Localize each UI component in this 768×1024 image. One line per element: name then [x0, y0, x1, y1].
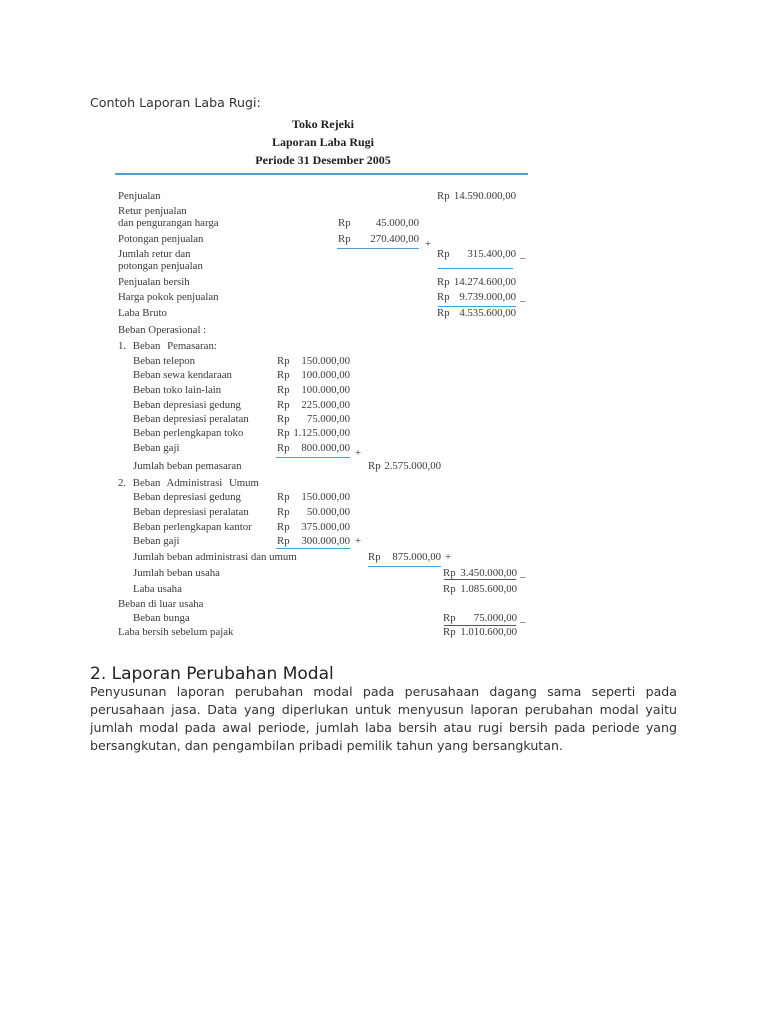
amount-value: 315.400,00: [467, 248, 516, 260]
currency-label: Rp: [277, 535, 290, 547]
row-label: Harga pokok penjualan: [118, 291, 219, 303]
operator-minus: _: [520, 291, 526, 303]
row-label: Beban gaji: [133, 535, 180, 547]
expense-amount: [277, 442, 350, 455]
cogs-amount: [437, 291, 516, 304]
company-name: Toko Rejeki: [292, 117, 354, 131]
amount-value: 75.000,00: [473, 612, 517, 624]
row-label: Jumlah retur dan: [118, 248, 191, 260]
row-label: Beban depresiasi peralatan: [133, 413, 249, 425]
income-before-tax-amount: [443, 626, 517, 639]
operator-plus: +: [425, 238, 432, 250]
row-label: Beban depresiasi gedung: [133, 491, 241, 503]
currency-label: Rp: [443, 583, 456, 595]
row-label: Laba usaha: [133, 583, 182, 595]
row-label: Potongan penjualan: [118, 233, 204, 245]
expense-amount: [277, 413, 350, 426]
row-label: dan pengurangan harga: [118, 217, 219, 229]
amount-value: 800.000,00: [301, 442, 350, 454]
row-label: Jumlah beban usaha: [133, 567, 220, 579]
expense-amount: [277, 521, 350, 534]
row-label: Jumlah beban administrasi dan umum: [133, 551, 297, 563]
operator-minus: _: [520, 248, 526, 260]
currency-label: Rp: [368, 460, 381, 472]
currency-label: Rp: [277, 369, 290, 381]
expense-amount: [277, 399, 350, 412]
currency-label: Rp: [368, 551, 381, 563]
admin-total-amount: [368, 551, 441, 564]
title-divider: [115, 173, 528, 175]
currency-label: Rp: [443, 612, 456, 624]
expense-amount: [277, 535, 350, 548]
amount-value: 2.575.000,00: [384, 460, 441, 472]
currency-label: Rp: [437, 248, 450, 260]
row-label: Beban toko lain-lain: [133, 384, 222, 396]
subtotal-rule: [444, 579, 516, 580]
row-label: Penjualan bersih: [118, 276, 190, 288]
subtotal-rule: [276, 457, 350, 458]
row-label: Laba Bruto: [118, 307, 167, 319]
subtotal-rule: [276, 548, 350, 549]
operator-minus: _: [520, 567, 526, 579]
expense-amount: [277, 355, 350, 368]
amount-value: 14.274.600,00: [453, 276, 516, 288]
currency-label: Rp: [437, 307, 450, 319]
amount-value: 1.125.000,00: [293, 427, 350, 439]
amount-value: 9.739.000,00: [459, 291, 516, 303]
expense-amount: [277, 427, 350, 440]
row-label: Beban perlengkapan toko: [133, 427, 244, 439]
expense-amount: [277, 491, 350, 504]
net-sales-amount: [437, 276, 516, 289]
amount-value: 270.400,00: [370, 233, 419, 245]
total-returns-amount: [437, 248, 516, 261]
amount-value: 1.085.600,00: [460, 583, 517, 595]
intro-caption: Contoh Laporan Laba Rugi:: [90, 95, 261, 110]
currency-label: Rp: [277, 506, 290, 518]
currency-label: Rp: [338, 233, 351, 245]
operator-plus: +: [445, 551, 452, 563]
operating-income-amount: [443, 583, 517, 596]
subtotal-rule: [337, 248, 419, 249]
currency-label: Rp: [277, 491, 290, 503]
subsection-heading: 1. Beban Pemasaran:: [118, 340, 217, 352]
discounts-amount: [338, 233, 419, 246]
gross-profit-amount: [437, 307, 516, 320]
amount-value: 4.535.600,00: [459, 307, 516, 319]
amount-value: 75.000,00: [306, 413, 350, 425]
currency-label: Rp: [437, 291, 450, 303]
row-label: Beban depresiasi peralatan: [133, 506, 249, 518]
amount-value: 100.000,00: [301, 384, 350, 396]
section-heading: 2. Laporan Perubahan Modal: [90, 664, 334, 684]
row-label: Beban gaji: [133, 442, 180, 454]
row-label: Beban perlengkapan kantor: [133, 521, 252, 533]
amount-value: 225.000,00: [301, 399, 350, 411]
interest-amount: [443, 612, 517, 625]
marketing-total-amount: [368, 460, 441, 473]
amount-value: 1.010.600,00: [460, 626, 517, 638]
amount-value: 14.590.000,00: [453, 190, 516, 202]
currency-label: Rp: [277, 384, 290, 396]
row-label: potongan penjualan: [118, 260, 203, 272]
currency-label: Rp: [277, 427, 290, 439]
amount-value: 45.000,00: [375, 217, 419, 229]
amount-value: 150.000,00: [301, 355, 350, 367]
amount-value: 100.000,00: [301, 369, 350, 381]
section-label: Beban di luar usaha: [118, 598, 204, 610]
subtotal-rule: [438, 268, 513, 269]
row-label: Beban bunga: [133, 612, 190, 624]
row-label: Beban sewa kendaraan: [133, 369, 232, 381]
expense-amount: [277, 384, 350, 397]
statement-title: Laporan Laba Rugi: [271, 135, 375, 149]
currency-label: Rp: [443, 567, 456, 579]
currency-label: Rp: [437, 190, 450, 202]
amount-value: 875.000,00: [392, 551, 441, 563]
expense-amount: [277, 506, 350, 519]
statement-period: Periode 31 Desember 2005: [255, 153, 391, 167]
section-label: Beban Operasional :: [118, 324, 207, 336]
section-paragraph: Penyusunan laporan perubahan modal pada perusahaan dagang sama seperti pada perusahaan jasa. Data yang diperlukan untuk menyusun laporan perubahan modal yaitu jumlah modal pada awal periode, jumlah laba bersih atau rugi bersih pada periode yang bersangkutan, dan pengambilan pribadi pemilik tahun yang bersangkutan.: [90, 684, 677, 753]
operator-plus: +: [355, 447, 362, 459]
currency-label: Rp: [277, 521, 290, 533]
expense-amount: [277, 369, 350, 382]
currency-label: Rp: [437, 276, 450, 288]
row-label: Jumlah beban pemasaran: [133, 460, 242, 472]
currency-label: Rp: [277, 413, 290, 425]
currency-label: Rp: [277, 355, 290, 367]
sales-amount: [437, 190, 516, 203]
amount-value: 375.000,00: [301, 521, 350, 533]
amount-value: 150.000,00: [301, 491, 350, 503]
currency-label: Rp: [338, 217, 351, 229]
row-label: Beban telepon: [133, 355, 196, 367]
subtotal-rule: [368, 566, 441, 567]
row-label: Beban depresiasi gedung: [133, 399, 241, 411]
subsection-heading: 2. Beban Administrasi Umum: [118, 477, 259, 489]
amount-value: 3.450.000,00: [460, 567, 517, 579]
currency-label: Rp: [443, 626, 456, 638]
returns-amount: [338, 217, 419, 230]
operator-plus: +: [355, 535, 362, 547]
currency-label: Rp: [277, 399, 290, 411]
row-label: Laba bersih sebelum pajak: [118, 626, 234, 638]
row-label: Penjualan: [118, 190, 161, 202]
amount-value: 300.000,00: [301, 535, 350, 547]
row-label: Retur penjualan: [118, 205, 187, 217]
amount-value: 50.000,00: [306, 506, 350, 518]
operator-minus: _: [520, 612, 526, 624]
currency-label: Rp: [277, 442, 290, 454]
